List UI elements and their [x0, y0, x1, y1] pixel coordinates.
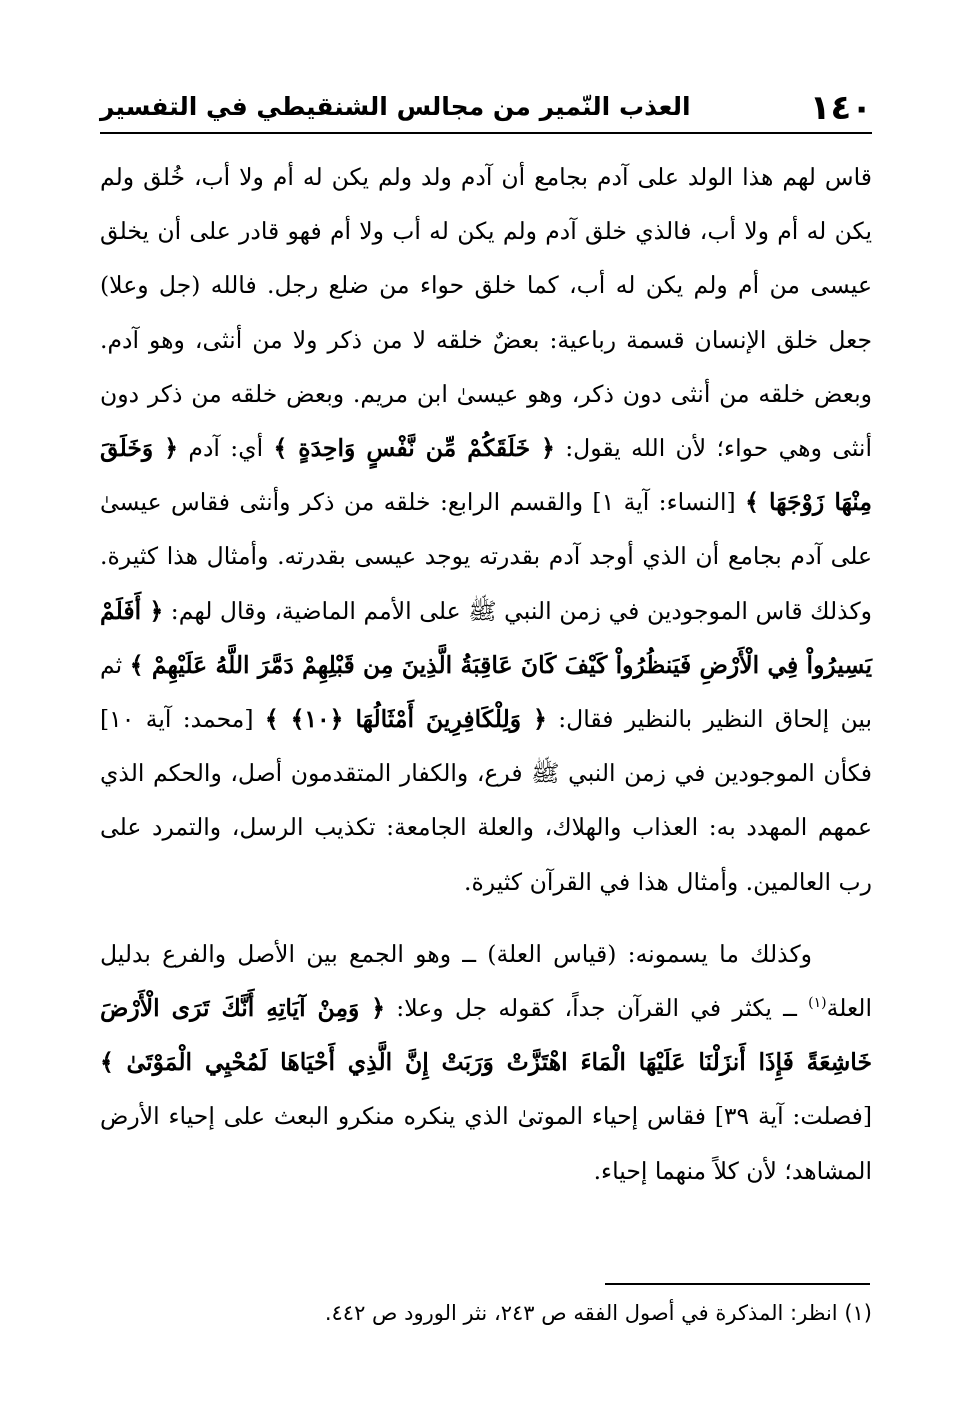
text-segment: أي: آدم: [178, 434, 274, 463]
text-segment: وكذلك ما يسمونه: (قياس العلة) ــ وهو الجمع بين الأصل والفرع بدليل العلة: [100, 939, 872, 1023]
book-title: العذب النّمير من مجالس الشنقيطي في التفسير: [100, 92, 691, 121]
main-text: [100, 150, 872, 1198]
text-segment: ثم بين إلحاق النظير بالنظير فقال:: [100, 650, 872, 734]
page-number: ١٤٠: [809, 88, 872, 128]
footnote: [100, 1296, 872, 1330]
quran-verse: ﴿ وَخَلَقَ مِنْهَا زَوْجَهَا ﴾: [100, 434, 872, 517]
text-segment: [محمد: آية ١٠] فكأن الموجودين في زمن النبي ﷺ فرع، والكفار المتقدمون أصل، والحكم الذي عمهم المهدد به: العذاب والهلاك، والعلة الجامعة: تكذيب الرسل، والتمرد على رب العالمين. وأمثال هذا في القرآن كثيرة.: [100, 705, 872, 896]
quran-verse: ﴿ أَفَلَمْ يَسِيرُواْ فِي الْأَرْضِ فَيَنظُرُواْ كَيْفَ كَانَ عَاقِبَةُ الَّذِينَ مِن قَبْلِهِمْ دَمَّرَ اللَّهُ عَلَيْهِمْ ﴾: [100, 596, 872, 679]
quran-verse: ﴿ وَلِلْكَافِرِينَ أَمْثَالُهَا ﴿١٠﴾ ﴾: [264, 705, 547, 734]
paragraph-2: [100, 927, 872, 1198]
text-segment: ــ يكثر في القرآن جداً، كقوله جل وعلا:: [385, 994, 809, 1023]
text-segment: [فصلت: آية ٣٩] فقاس إحياء الموتىٰ الذي ينكره منكرو البعث على إحياء الأرض المشاهد؛ لأن كلاً منهما إحياء.: [100, 1102, 872, 1185]
quran-verse: ﴿ خَلَقَكُمْ مِّن نَّفْسٍ وَاحِدَةٍ ﴾: [273, 434, 555, 463]
paragraph-1: [100, 150, 872, 909]
text-segment: [النساء: آية ١] والقسم الرابع: خلقه من ذكر وأنثى فقاس عيسىٰ على آدم بجامع أن الذي أوجد آدم بقدرته يوجد عيسى بقدرته. وأمثال هذا كثيرة. وكذلك قاس الموجودين في زمن النبي ﷺ على الأمم الماضية، وقال لهم:: [100, 488, 872, 625]
quran-verse: ﴿ وَمِنْ آيَاتِهِ أَنَّكَ تَرَى الْأَرْضَ خَاشِعَةً فَإِذَا أَنزَلْنَا عَلَيْهَا الْمَاءَ اهْتَزَّتْ وَرَبَتْ إِنَّ الَّذِي أَحْيَاهَا لَمُحْيِي الْمَوْتَىٰ ﴾: [100, 994, 872, 1077]
footnote-number: (١): [844, 1301, 872, 1325]
footnote-reference: (١): [808, 995, 827, 1012]
footnote-text: انظر: المذكرة في أصول الفقه ص ٢٤٣، نثر الورود ص ٤٤٢.: [324, 1301, 838, 1325]
footnote-divider: [605, 1283, 870, 1285]
text-segment: قاس لهم هذا الولد على آدم بجامع أن آدم ولد ولم يكن له أم ولا أب، خُلق ولم يكن له أم ولا أب، فالذي خلق آدم ولم يكن له أب ولا أم فهو قادر على أن يخلق عيسى من أم ولم يكن له أب، كما خلق حواء من ضلع رجل. فالله (جل وعلا) جعل خلق الإنسان قسمة رباعية: بعضٌ خلقه لا من ذكر ولا من أنثى، وهو آدم. وبعض خلقه من أنثى دون ذكر، وهو عيسىٰ ابن مريم. وبعض خلقه من ذكر دون أنثى وهي حواء؛ لأن الله يقول:: [100, 163, 872, 463]
running-header: [100, 82, 872, 134]
